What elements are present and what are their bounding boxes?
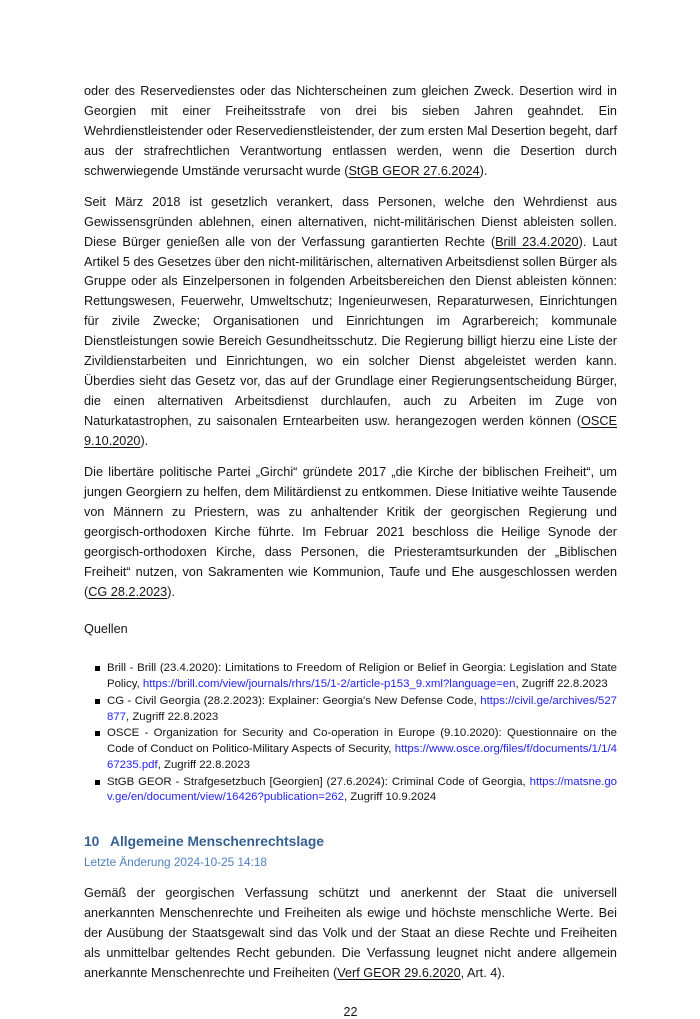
paragraph-human-rights	[84, 884, 617, 984]
page-number: 22	[343, 1004, 358, 1019]
text-segment: OSCE - Organization for Security and Co-operation in Europe (9.10.2020): Questionnaire on the Code of Conduct on Politico-Military Aspects of Security,	[107, 727, 617, 756]
text-segment: Brill - Brill (23.4.2020): Limitations to Freedom of Religion or Belief in Georgia: Legislation and State Policy,	[107, 662, 617, 691]
text-segment: Die libertäre politische Partei „Girchi“ gründete 2017 „die Kirche der biblischen Freiheit“, um jungen Georgiern zu helfen, dem Militärdienst zu entkommen. Diese Initiative weihte Tausende von Männern zu Priestern, was zu anhaltender Kritik der georgischen Regierung und georgisch-orthodoxen Kirche führte. Im Februar 2021 beschloss die Heilige Synode der georgisch-orthodoxen Kirche, dass Personen, die Priesteramtsurkunden der „Biblischen Freiheit“ nutzen, von Sakramenten wie Kommunion, Taufe und Ehe ausgeschlossen werden (	[84, 464, 617, 599]
source-citation[interactable]: CG 28.2.2023	[88, 584, 168, 599]
sources-heading: Quellen	[84, 622, 128, 637]
source-citation[interactable]: Verf GEOR 29.6.2020	[337, 965, 461, 980]
text-segment: CG - Civil Georgia (28.2.2023): Explainer: Georgia's New Defense Code,	[107, 694, 481, 707]
text-segment: ).	[140, 433, 149, 448]
section-title: Allgemeine Menschenrechtslage	[110, 834, 324, 850]
text-segment: , Zugriff 22.8.2023	[126, 710, 219, 723]
paragraph-alternative-service	[84, 193, 617, 452]
last-change-timestamp: Letzte Änderung 2024-10-25 14:18	[84, 855, 267, 870]
source-citation[interactable]: Brill 23.4.2020	[495, 234, 579, 249]
text-segment: , Zugriff 22.8.2023	[157, 758, 250, 771]
source-item-cg	[84, 694, 617, 725]
section-number: 10	[84, 834, 100, 850]
text-segment: StGB GEOR - Strafgesetzbuch [Georgien] (27.6.2024): Criminal Code of Georgia,	[107, 775, 530, 788]
text-segment: ). Laut Artikel 5 des Gesetzes über den nicht-militärischen, alternativen Arbeitsdienst sollen Bürger als Gruppe oder als Einzelpersonen in folgenden Arbeitsbereichen den Dienst ableisten können: Rettungswesen, Feuerwehr, Umweltschutz; Ingenieurwesen, Reparaturwesen, Einrichtungen für zivile Zwecke; Organisationen und Einrichtungen im Agrarbereich; kommunale Dienstleistungen sowie Bereich Gesundheitsschutz. Die Regierung billigt hierzu eine Liste der Zivildienstarbeiten und Einrichtungen, wo ein solcher Dienst abgeleistet werden kann. Überdies sieht das Gesetz vor, das auf der Grundlage einer Regierungsentscheidung Bürger, die einen alternativen Arbeitsdienst durchlaufen, auch zu Arbeiten im Zuge von Naturkatastrophen, zu saisonalen Erntearbeiten usw. herangezogen werden können (	[84, 234, 617, 428]
source-citation[interactable]: OSCE 9.10.2020	[84, 414, 617, 448]
hyperlink[interactable]: https://www.osce.org/files/f/documents/1/1/467235.pdf	[107, 743, 617, 771]
hyperlink[interactable]: https://matsne.gov.ge/en/document/view/16426?publication=262	[107, 775, 617, 804]
square-bullet-icon	[95, 731, 100, 736]
source-item-osce	[84, 726, 617, 773]
source-item-stgb-geor	[84, 775, 617, 806]
square-bullet-icon	[95, 780, 100, 785]
square-bullet-icon	[95, 666, 100, 671]
text-segment: , Art. 4).	[460, 965, 506, 980]
text-segment: ).	[479, 163, 488, 178]
hyperlink[interactable]: https://civil.ge/archives/527877	[107, 694, 617, 723]
paragraph-girchi	[84, 463, 617, 603]
paragraph-desertion	[84, 82, 617, 182]
sources-list	[84, 661, 617, 807]
source-citation[interactable]: StGB GEOR 27.6.2024	[348, 163, 480, 178]
section-heading	[84, 834, 617, 849]
hyperlink[interactable]: https://brill.com/view/journals/rhrs/15/1-2/article-p153_9.xml?language=en	[142, 678, 516, 691]
text-segment: , Zugriff 10.9.2024	[343, 791, 437, 804]
text-segment: Gemäß der georgischen Verfassung schützt und anerkennt der Staat die universell anerkannten Menschenrechte und Freiheiten als ewige und höchste menschliche Werte. Bei der Ausübung der Staatsgewalt sind das Volk und der Staat an diese Rechte und Freiheiten als unmittelbar geltendes Recht gebunden. Die Verfassung leugnet nicht andere allgemein anerkannte Menschenrechte und Freiheiten (	[84, 886, 617, 980]
text-segment: ).	[167, 584, 175, 599]
text-segment: , Zugriff 22.8.2023	[515, 678, 608, 691]
text-segment: Seit März 2018 ist gesetzlich verankert, dass Personen, welche den Wehrdienst aus Gewissensgründen ablehnen, einen alternativen, nicht-militärischen Dienst ableisten sollen. Diese Bürger genießen alle von der Verfassung garantierten Rechte (	[84, 194, 617, 249]
source-item-brill	[84, 661, 617, 692]
square-bullet-icon	[95, 699, 100, 704]
text-segment: oder des Reservedienstes oder das Nichterscheinen zum gleichen Zweck. Desertion wird in Georgien mit einer Freiheitsstrafe von drei bis sieben Jahren geahndet. Ein Wehrdienstleistender oder Reservedienstleistender, der zum ersten Mal Desertion begeht, darf aus der strafrechtlichen Verantwortung entlassen werden, wenn die Desertion durch schwerwiegende Umstände verursacht wurde (	[84, 84, 617, 178]
